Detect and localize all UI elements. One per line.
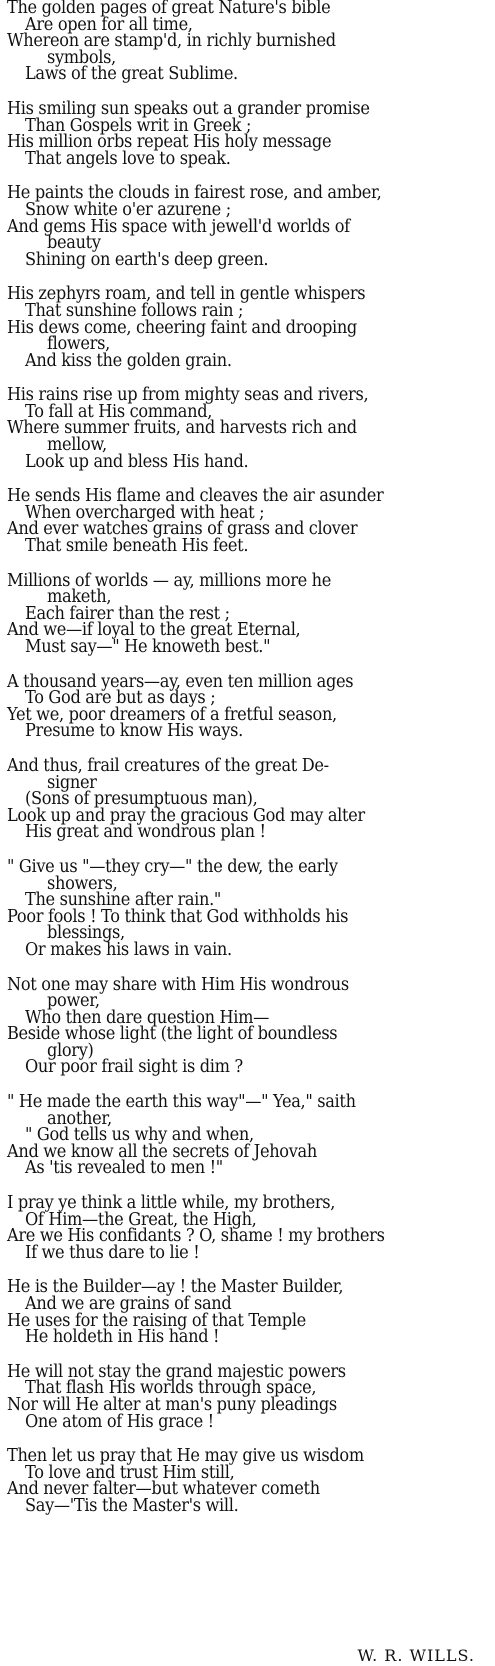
poem-line: (Sons of presumptuous man), [25,789,258,810]
poem-line: That flash His worlds through space, [25,1378,317,1399]
poem-line: Or makes his laws in vain. [25,939,232,960]
poem-line: Where summer fruits, and harvests rich and [7,418,357,439]
poem-line: maketh, [47,587,112,608]
poem-line: mellow, [47,435,107,456]
stanza [7,570,491,657]
poem-line: And gems His space with jewell'd worlds of [7,216,350,237]
poem-line: A thousand years—ay, even ten million ages [7,671,354,692]
poem-line: I pray ye think a little while, my brothers, [7,1193,336,1214]
poem-line: Shining on earth's deep green. [25,249,269,270]
stanza [7,1094,491,1177]
poem-line: Say—'Tis the Master's will. [25,1495,239,1516]
poem-line: His rains rise up from mighty seas and rivers, [7,385,369,406]
poem-line: To love and trust Him still, [25,1462,235,1483]
stanza [7,286,491,369]
poem-line: Snow white o'er azurene ; [25,199,231,220]
poem-line: To God are but as days ; [25,688,216,709]
poem-line: " God tells us why and when, [25,1125,254,1146]
author-signature: W. R. WILLS. [357,1646,475,1665]
poem-line: And never falter—but whatever cometh [7,1479,320,1500]
poem-line: another, [47,1108,112,1129]
poem-line: The golden pages of great Nature's bible [7,0,331,18]
poem-line: Are we His confidants ? O, shame ! my brothers [7,1226,385,1247]
poem-line: Nor will He alter at man's puny pleadings [7,1394,337,1415]
stanza [7,671,491,742]
poem-line: He holdeth in His hand ! [25,1327,220,1348]
poem-line: power, [47,991,100,1012]
poem-line: Look up and pray the gracious God may alter [7,805,365,826]
stanza [7,0,491,83]
stanza [7,856,491,960]
poem-line: Not one may share with Him His wondrous [7,974,349,995]
stanza [7,974,491,1078]
poem-line: That angels love to speak. [25,148,231,169]
poem-line: And we are grains of sand [25,1294,232,1314]
poem-line: He will not stay the grand majestic powers [7,1361,346,1382]
poem-line: " He made the earth this way"—" Yea," saith [7,1092,356,1113]
poem-line: Than Gospels writ in Greek ; [25,115,252,136]
poem-line: Of Him—the Great, the High, [25,1209,257,1230]
poem-line: And kiss the golden grain. [25,350,232,371]
poem-line: When overcharged with heat ; [25,502,265,523]
poem-line: His great and wondrous plan ! [25,822,266,843]
poem-line: blessings, [47,923,125,944]
poem-line: He uses for the raising of that Temple [7,1310,306,1331]
poem-line: Poor fools ! To think that God withholds his [7,906,349,927]
poem-line: Must say—" He knoweth best." [25,637,271,657]
poem [7,0,491,1533]
poem-line: Yet we, poor dreamers of a fretful season, [7,704,337,725]
poem-line: Beside whose light (the light of boundless [7,1024,338,1045]
poem-line: His smiling sun speaks out a grander promise [7,98,370,119]
poem-line: His zephyrs roam, and tell in gentle whispers [7,284,366,305]
poem-line: That sunshine follows rain ; [25,300,244,321]
poem-line: Our poor frail sight is dim ? [25,1057,243,1078]
poem-line: glory) [47,1040,94,1061]
poem-line: He sends His flame and cleaves the air asunder [7,486,384,507]
stanza [7,1195,491,1261]
poem-line: Whereon are stamp'd, in richly burnished [7,31,336,52]
poem-line: flowers, [47,334,110,355]
poem-line: And ever watches grains of grass and clover [7,519,358,540]
poem-line: Presume to know His ways. [25,721,243,742]
stanza [7,98,491,169]
poem-line: As 'tis revealed to men !" [25,1158,223,1179]
stanza [7,387,491,470]
poem-line: Are open for all time, [25,14,193,35]
poem-line: " Give us "—they cry—" the dew, the early [7,856,338,877]
poem-line: And we—if loyal to the great Eternal, [7,620,301,641]
poem-line: He is the Builder—ay ! the Master Builder, [7,1277,344,1298]
stanza [7,486,491,557]
stanza [7,1277,491,1348]
poem-line: beauty [47,233,101,254]
poem-line: His million orbs repeat His holy message [7,132,332,153]
poem-line: Millions of worlds — ay, millions more he [7,570,332,591]
poem-line: symbols, [47,47,116,68]
stanza [7,185,491,268]
poem-line: Who then dare question Him— [25,1007,270,1028]
poem-line: He paints the clouds in fairest rose, and amber, [7,183,382,204]
poem-line: If we thus dare to lie ! [25,1242,200,1263]
poem-line: Laws of the great Sublime. [25,64,238,85]
poem-line: Then let us pray that He may give us wisdom [7,1446,364,1467]
stanza [7,755,491,843]
poem-line: And we know all the secrets of Jehovah [7,1141,317,1162]
poem-line: Look up and bless His hand. [25,451,249,472]
poem-line: One atom of His grace ! [25,1411,214,1432]
poem-line: To fall at His command, [25,401,213,422]
stanza [7,1448,491,1514]
poem-line: Each fairer than the rest ; [25,603,230,624]
poem-line: The sunshine after rain." [25,890,222,911]
poem-line: signer [47,772,97,793]
poem-line: And thus, frail creatures of the great De- [7,755,329,776]
poem-line: showers, [47,873,118,894]
stanza [7,1361,491,1432]
poem-line: That smile beneath His feet. [25,536,249,557]
poem-line: His dews come, cheering faint and drooping [7,317,357,338]
